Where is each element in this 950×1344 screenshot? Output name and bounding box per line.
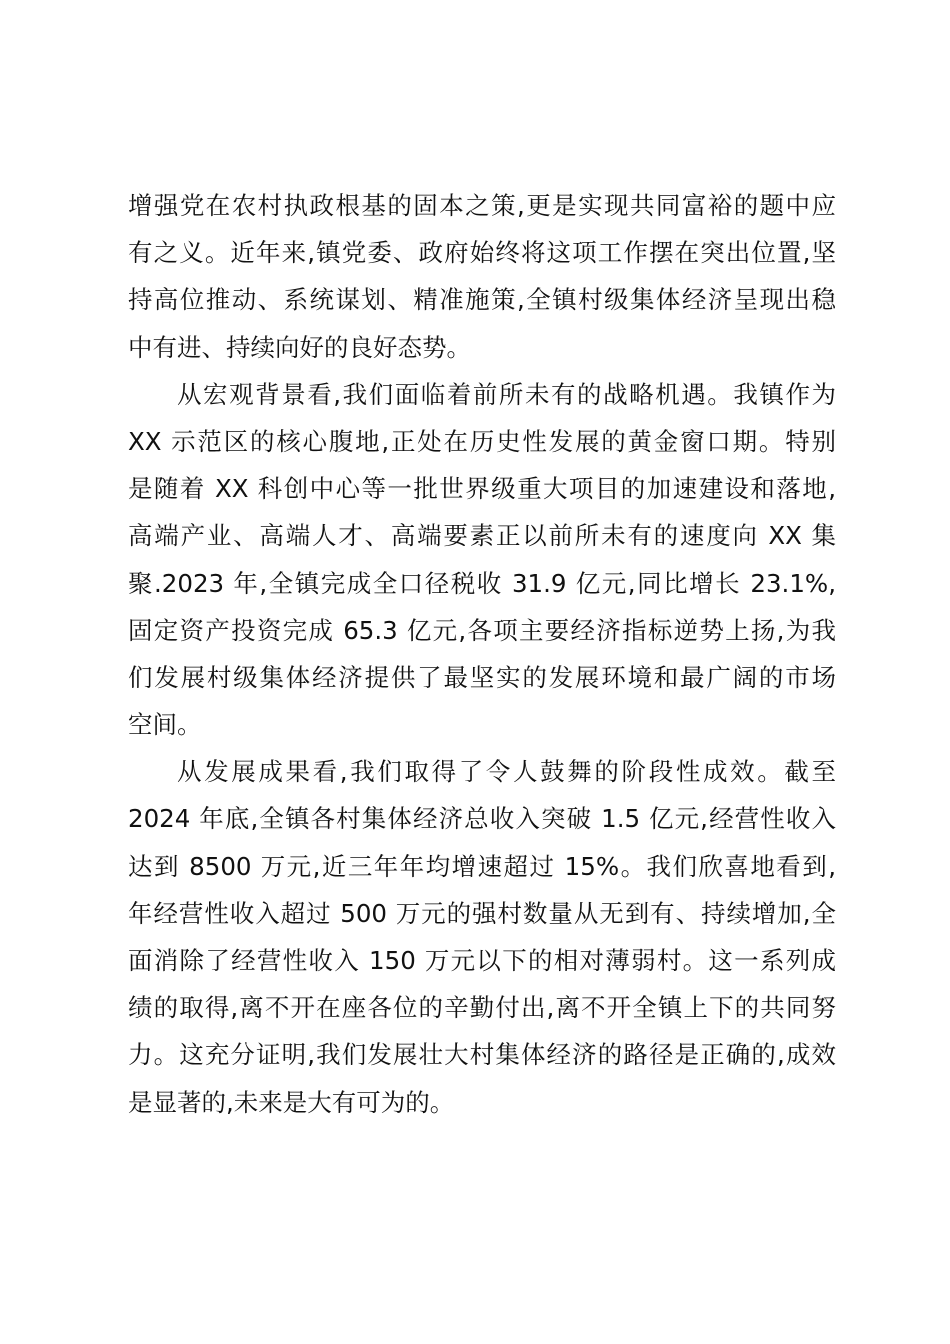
- text-line: 固定资产投资完成 65.3 亿元,各项主要经济指标逆势上扬,为我: [128, 615, 836, 645]
- text-line: 从宏观背景看,我们面临着前所未有的战略机遇。我镇作为: [177, 379, 836, 409]
- text-line: 高端产业、高端人才、高端要素正以前所未有的速度向 XX 集: [128, 521, 836, 551]
- text-line: 增强党在农村执政根基的固本之策,更是实现共同富裕的题中应: [128, 191, 836, 220]
- text-line: 有之义。近年来,镇党委、政府始终将这项工作摆在突出位置,坚: [128, 238, 836, 268]
- text-line: 达到 8500 万元,近三年年均增速超过 15%。我们欣喜地看到,: [128, 851, 836, 881]
- paragraph-2: [128, 371, 836, 749]
- text-line: XX 示范区的核心腹地,正处在历史性发展的黄金窗口期。特别: [128, 426, 836, 456]
- text-line: 年经营性收入超过 500 万元的强村数量从无到有、持续增加,全: [128, 898, 836, 928]
- text-line: 持高位推动、系统谋划、精准施策,全镇村级集体经济呈现出稳: [128, 285, 836, 315]
- paragraph-1: [128, 182, 836, 371]
- text-line: 聚.2023 年,全镇完成全口径税收 31.9 亿元,同比增长 23.1%,: [128, 568, 836, 598]
- text-line: 从发展成果看,我们取得了令人鼓舞的阶段性成效。截至: [177, 757, 836, 787]
- text-line: 空间。: [128, 710, 202, 740]
- text-line: 力。这充分证明,我们发展壮大村集体经济的路径是正确的,成效: [128, 1040, 836, 1070]
- text-line: 中有进、持续向好的良好态势。: [128, 332, 471, 362]
- text-line: 2024 年底,全镇各村集体经济总收入突破 1.5 亿元,经营性收入: [128, 804, 836, 834]
- text-line: 面消除了经营性收入 150 万元以下的相对薄弱村。这一系列成: [128, 946, 836, 975]
- paragraph-3: [128, 748, 836, 1126]
- text-line: 是随着 XX 科创中心等一批世界级重大项目的加速建设和落地,: [128, 474, 836, 504]
- text-line: 绩的取得,离不开在座各位的辛勤付出,离不开全镇上下的共同努: [128, 993, 836, 1023]
- document-page: [128, 182, 836, 1126]
- text-line: 是显著的,未来是大有可为的。: [128, 1087, 455, 1117]
- text-line: 们发展村级集体经济提供了最坚实的发展环境和最广阔的市场: [128, 662, 836, 692]
